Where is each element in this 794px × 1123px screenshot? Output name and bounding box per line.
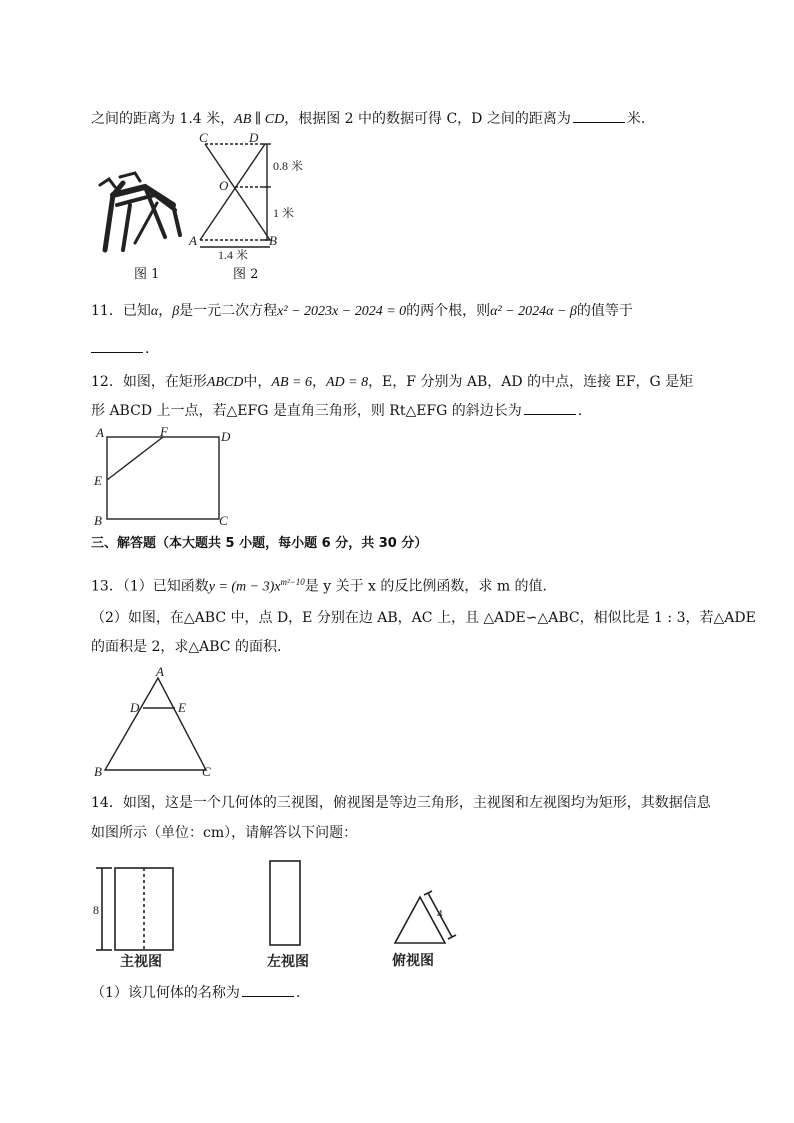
front-view-label: 主视图	[120, 955, 162, 970]
figure-1-stool	[95, 165, 185, 260]
fig2-label-o: O	[219, 178, 229, 193]
figure-2-caption: 图 2	[233, 267, 259, 282]
q12-label-d: D	[221, 429, 231, 444]
q13-triangle-figure	[90, 666, 220, 781]
q12-line-1: 12．如图，在矩形ABCD中，AB = 6，AD = 8，E，F 分别为 AB，AD 的中点，连接 EF，G 是矩	[91, 374, 694, 390]
q12-label-e: E	[94, 473, 102, 488]
answer-blank[interactable]	[573, 108, 625, 123]
q12-label-a: A	[96, 425, 104, 440]
figure-2-diagram	[185, 132, 320, 262]
answer-blank[interactable]	[524, 400, 576, 415]
fig2-label-a: A	[189, 233, 197, 248]
fig2-dim-08: 0.8 米	[273, 159, 304, 173]
fig2-label-d: D	[249, 132, 259, 145]
top-view-figure	[390, 885, 470, 970]
top-view-dim-4: 4	[437, 908, 443, 920]
q12-label-c: C	[219, 513, 228, 528]
q12-rectangle-figure	[90, 425, 235, 530]
q11-line: 11．已知α，β是一元二次方程x² − 2023x − 2024 = 0的两个根，则α² − 2024α − β的值等于	[91, 303, 633, 319]
q13-line-3: 的面积是 2，求△ABC 的面积.	[91, 639, 282, 655]
q14-line-1: 14．如图，这是一个几何体的三视图，俯视图是等边三角形，主视图和左视图均为矩形，其数据信息	[91, 795, 711, 811]
q13-label-b: B	[94, 764, 102, 779]
q12-label-b: B	[94, 513, 102, 528]
fig2-label-b: B	[269, 233, 277, 248]
q14-sub1: （1）该几何体的名称为 .	[91, 982, 300, 1003]
q13-label-a: A	[156, 666, 164, 679]
q13-label-e: E	[178, 700, 186, 715]
q12-line-2: 形 ABCD 上一点，若△EFG 是直角三角形，则 Rt△EFG 的斜边长为 .	[91, 400, 582, 421]
answer-blank[interactable]	[91, 338, 143, 353]
front-view-dim-8: 8	[93, 903, 99, 917]
q13-label-d: D	[130, 700, 140, 715]
left-view-figure	[262, 855, 332, 970]
q14-line-2: 如图所示（单位：cm），请解答以下问题：	[91, 825, 358, 841]
section-3-heading: 三、解答题（本大题共 5 小题，每小题 6 分，共 30 分）	[91, 536, 428, 551]
fig2-dim-1: 1 米	[273, 206, 295, 220]
front-view-figure	[90, 860, 190, 970]
q12-label-f: F	[160, 425, 168, 439]
q13-line-2: （2）如图，在△ABC 中，点 D，E 分别在边 AB，AC 上，且 △ADE∽△ABC，相似比是 1 : 3，若△ADE	[91, 610, 756, 626]
answer-blank[interactable]	[242, 982, 294, 997]
fig2-label-c: C	[199, 132, 208, 145]
figure-1-caption: 图 1	[134, 267, 160, 282]
top-view-label: 俯视图	[392, 954, 434, 969]
q10-line: 之间的距离为 1.4 米，AB ∥ CD，根据图 2 中的数据可得 C，D 之间的距离为 米.	[91, 108, 645, 130]
q13-line-1: 13．（1）已知函数$y = (m - 3)x^{m^2-10}$是 y 关于 x 的反比例函数，求 m 的值.	[91, 577, 548, 595]
fig2-dim-14: 1.4 米	[218, 248, 249, 262]
left-view-label: 左视图	[267, 955, 309, 970]
q13-label-c: C	[202, 764, 211, 779]
q11-answer-line: .	[91, 338, 149, 359]
